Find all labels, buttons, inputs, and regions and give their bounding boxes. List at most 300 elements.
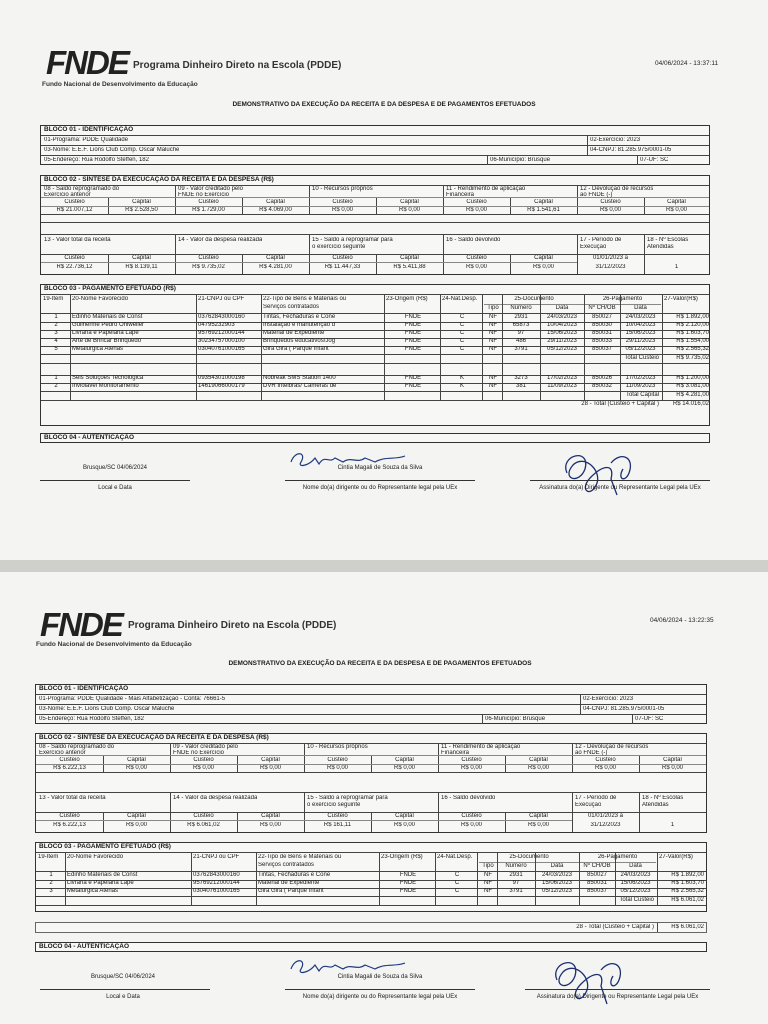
value-cell: R$ 0,00 <box>465 264 487 270</box>
bloco-01 <box>40 125 710 165</box>
label-escolas: 18 - Nº Escolas <box>647 237 689 243</box>
row-cell: 03040761000165 <box>193 888 240 894</box>
col-capital: Capital <box>261 757 280 763</box>
label-devolucao: 12 - Devolução de recursos <box>575 744 649 750</box>
row-cell: 2931 <box>514 314 528 320</box>
row-cell: NF <box>489 383 497 389</box>
row-cell: 03040761000165 <box>198 346 245 352</box>
label-valor-creditado: 09 - Valor creditado pelo <box>173 744 238 750</box>
row-cell: 11/09/2023 <box>625 383 656 389</box>
value-cell: R$ 0,00 <box>532 264 554 270</box>
col-custeio: Custeio <box>198 199 219 205</box>
total-custeio-value: R$ 9.735,02 <box>676 355 709 361</box>
total-capital-label: Total Capital <box>625 392 659 398</box>
row-cell: 2931 <box>509 872 523 878</box>
row-cell: Gira Gira ( Parque Infant <box>258 888 324 894</box>
row-cell: DVR Intelbras/ Câmeras de <box>263 383 337 389</box>
row-cell: FNDE <box>404 314 422 320</box>
row-cell: 3791 <box>509 888 523 894</box>
row-cell: 04795232903 <box>198 322 235 328</box>
label-periodo: 17 - Período de <box>580 237 622 243</box>
bloco-02-title: BLOCO 02 - SÍNTESE DA EXECUCAÇÃO DA RECEITA E DA DESPESA (R$) <box>39 734 269 741</box>
value-cell: R$ 6.061,02 <box>187 822 220 828</box>
row-cell: NF <box>484 888 492 894</box>
row-cell: 1 <box>54 314 58 320</box>
label-rendimento: 11 - Rendimento de aplicação <box>446 186 526 192</box>
row-cell: 05/12/2023 <box>546 346 578 352</box>
value-cell: R$ 22.736,12 <box>56 264 93 270</box>
label-saldo-reprogramado: 08 - Saldo reprogramado do <box>39 744 115 750</box>
col-capital: Capital <box>529 813 548 819</box>
row-cell: 29/11/2023 <box>547 338 577 344</box>
header-favorecido: 20-Nome Favorecido <box>67 854 124 860</box>
row-cell: R$ 2.120,00 <box>676 322 709 328</box>
value-cell: R$ 0,00 <box>465 207 487 213</box>
row-cell: Material de Expediente <box>263 330 325 336</box>
col-capital: Capital <box>127 757 146 763</box>
col-custeio: Custeio <box>327 757 348 763</box>
total-geral-value: R$ 14.016,02 <box>672 401 709 407</box>
col-custeio: Custeio <box>332 255 353 261</box>
col-custeio: Custeio <box>59 813 80 819</box>
header-pag-data: Data <box>629 863 642 869</box>
label-total-receita: 13 - Valor total da receita <box>39 795 106 801</box>
row-cell: NF <box>489 330 497 336</box>
header-doc-tipo: Tipo <box>482 863 494 869</box>
row-cell: R$ 1.200,00 <box>676 375 709 381</box>
row-cell: FNDE <box>404 330 422 336</box>
row-cell: 3 <box>54 330 58 336</box>
programa-field: 01-Programa: PDDE Qualidade - Mais Alfabetização - Conta: 76661-5 <box>39 696 226 702</box>
header-origem: 23-Origem (R$) <box>381 854 423 860</box>
row-cell: FNDE <box>404 383 422 389</box>
row-cell: Guilherme Pedro Ohlweiler <box>72 322 145 328</box>
label-execucao: Execução <box>580 244 607 250</box>
bloco-03 <box>35 842 707 912</box>
col-capital: Capital <box>266 255 285 261</box>
col-capital: Capital <box>667 199 686 205</box>
row-cell: 10/04/2023 <box>546 322 578 328</box>
bloco-02 <box>40 175 710 275</box>
col-capital: Capital <box>663 757 682 763</box>
label-atendidas: Atendidas <box>647 244 674 250</box>
header-origem: 23-Origem (R$) <box>386 296 428 302</box>
assinatura-label: Assinatura do(a) Dirigente ou Representante Legal pela UEx <box>536 994 699 1000</box>
program-name: Programa Dinheiro Direto na Escola (PDDE) <box>128 620 337 631</box>
row-cell: R$ 1.603,70 <box>671 880 704 886</box>
row-cell: Livraria e Papelaria Lape <box>72 330 139 336</box>
value-cell: R$ 1.729,00 <box>192 207 225 213</box>
row-cell: 2 <box>49 880 53 886</box>
row-cell: Tintas, Fechaduras e Cone <box>263 314 336 320</box>
label-recursos-proprios: 10 - Recursos próprios <box>307 744 368 750</box>
col-custeio: Custeio <box>59 757 80 763</box>
nome-dirigente-label: Nome do(a) dirigente ou do Representante legal pela UEx <box>302 485 458 491</box>
bloco-03-title: BLOCO 03 - PAGAMENTO EFETUADO (R$) <box>39 843 171 850</box>
row-cell: 95769212000144 <box>198 330 245 336</box>
label-exercicio-anterior: Exercício anterior <box>44 192 91 198</box>
col-capital: Capital <box>400 199 419 205</box>
value-cell: R$ 0,00 <box>259 822 281 828</box>
row-cell: FNDE <box>399 888 417 894</box>
fnde-logo: FNDE <box>46 44 128 81</box>
header-doc-tipo: Tipo <box>487 305 499 311</box>
nome-field: 03-Nome: E.E.F. Lions Club Comp. Oscar Maluche <box>44 147 180 153</box>
row-cell: NF <box>489 314 497 320</box>
row-cell: 95769212000144 <box>193 880 240 886</box>
row-cell: 09354301000198 <box>198 375 245 381</box>
col-custeio: Custeio <box>64 199 85 205</box>
label-saldo-reprogramado: 08 - Saldo reprogramado do <box>44 186 120 192</box>
col-capital: Capital <box>132 255 151 261</box>
row-cell: 850032 <box>591 383 613 389</box>
row-cell: Arte de Brincar Brinquedo <box>72 338 142 344</box>
row-cell: 5 <box>54 346 58 352</box>
col-custeio: Custeio <box>466 255 487 261</box>
row-cell: NF <box>489 338 497 344</box>
program-name: Programa Dinheiro Direto na Escola (PDDE) <box>133 60 342 71</box>
value-cell: R$ 4.069,00 <box>259 207 292 213</box>
row-cell: 850027 <box>586 872 608 878</box>
exercicio-field: 02-Exercício: 2023 <box>590 137 641 143</box>
value-cell: R$ 0,00 <box>527 765 549 771</box>
header-doc-numero: Número <box>505 863 527 869</box>
row-cell: 24/03/2023 <box>625 314 656 320</box>
total-geral-label: 28 - Total (Custeio + Capital ) <box>581 401 659 407</box>
col-capital: Capital <box>534 255 553 261</box>
row-cell: 03762843000160 <box>193 872 240 878</box>
row-cell: R$ 1.892,00 <box>671 872 704 878</box>
col-capital: Capital <box>132 199 151 205</box>
row-cell: 15/06/2023 <box>620 880 651 886</box>
row-cell: 486 <box>515 338 526 344</box>
header-doc-data: Data <box>550 863 564 869</box>
value-cell: R$ 0,00 <box>192 765 214 771</box>
label-saldo-devolvido: 16 - Saldo devolvido <box>446 237 501 243</box>
periodo-fim: 31/12/2023 <box>590 822 621 828</box>
row-cell: 3791 <box>514 346 528 352</box>
header-pagamento: 26-Pagamento <box>597 854 638 860</box>
col-capital: Capital <box>395 813 414 819</box>
row-cell: 05/12/2023 <box>541 888 573 894</box>
label-ao-fnde: ao FNDE (-) <box>580 192 613 198</box>
value-cell: R$ 0,00 <box>125 822 147 828</box>
header-favorecido: 20-Nome Favorecido <box>72 296 129 302</box>
uf-field: 07-UF: SC <box>640 157 669 163</box>
label-financeira: Financeira <box>446 192 475 198</box>
print-timestamp: 04/06/2024 - 13:37:11 <box>655 60 719 67</box>
local-data-label: Local e Data <box>98 485 132 491</box>
col-custeio: Custeio <box>327 813 348 819</box>
label-execucao: Execução <box>575 802 602 808</box>
value-cell: R$ 0,00 <box>599 207 621 213</box>
header-nat-desp: 24-Nat.Desp. <box>437 854 473 860</box>
col-custeio: Custeio <box>198 255 219 261</box>
header-pagamento: 26-Pagamento <box>602 296 643 302</box>
escolas-atendidas: 1 <box>670 822 675 828</box>
label-valor-creditado: 09 - Valor creditado pelo <box>178 186 243 192</box>
value-cell: R$ 0,00 <box>527 822 549 828</box>
row-cell: 850030 <box>591 322 613 328</box>
fnde-logo: FNDE <box>40 606 122 643</box>
col-custeio: Custeio <box>600 199 621 205</box>
row-cell: 10/04/2023 <box>625 322 656 328</box>
row-cell: Edinho Materiais de Const <box>72 314 143 320</box>
header-doc-data: Data <box>555 305 569 311</box>
row-cell: 17/02/2023 <box>546 375 578 381</box>
value-cell: R$ 9.735,02 <box>192 264 225 270</box>
row-cell: Inviolável Monitoramento <box>72 383 139 389</box>
programa-field: 01-Programa: PDDE Qualidade <box>44 137 129 143</box>
col-capital: Capital <box>395 757 414 763</box>
row-cell: C <box>459 330 465 336</box>
col-capital: Capital <box>400 255 419 261</box>
row-cell: R$ 3.081,00 <box>676 383 709 389</box>
row-cell: 05/12/2023 <box>620 888 651 894</box>
row-cell: 2 <box>54 322 58 328</box>
row-cell: NF <box>489 346 497 352</box>
endereco-field: 05-Endereço: Rua Rodolfo Steffen, 182 <box>44 157 149 163</box>
row-cell: 17/02/2023 <box>625 375 656 381</box>
header-cnpj: 21-CNPJ ou CPF <box>198 296 245 302</box>
row-cell: 850027 <box>591 314 613 320</box>
row-cell: R$ 2.565,32 <box>671 888 704 894</box>
header-tipo-bens: 22-Tipo de Bens e Materiais ou <box>258 854 342 860</box>
value-cell: R$ 0,00 <box>326 765 348 771</box>
row-cell: Livraria e Papelaria Lape <box>67 880 134 886</box>
row-cell: FNDE <box>404 322 422 328</box>
uf-field: 07-UF: SC <box>635 716 664 722</box>
col-capital: Capital <box>266 199 285 205</box>
value-cell: R$ 0,00 <box>665 207 687 213</box>
row-cell: R$ 1.892,00 <box>676 314 709 320</box>
header-doc-numero: Número <box>510 305 532 311</box>
label-fnde-exercicio: FNDE no Exercício <box>178 192 230 198</box>
value-cell: R$ 0,00 <box>594 765 616 771</box>
row-cell: C <box>459 322 465 328</box>
row-cell: 15/06/2023 <box>546 330 578 336</box>
col-capital: Capital <box>534 199 553 205</box>
value-cell: R$ 0,00 <box>460 822 482 828</box>
col-custeio: Custeio <box>193 757 214 763</box>
row-cell: Gira Gira ( Parque Infant <box>263 346 329 352</box>
row-cell: 03762843000160 <box>198 314 245 320</box>
fund-name: Fundo Nacional de Desenvolvimento da Educação <box>36 641 192 648</box>
label-periodo: 17 - Período de <box>575 795 617 801</box>
value-cell: R$ 0,00 <box>460 765 482 771</box>
header-servicos: Serviços contratados <box>258 862 315 868</box>
row-cell: FNDE <box>399 872 417 878</box>
col-custeio: Custeio <box>595 757 616 763</box>
row-cell: 11/09/2023 <box>547 383 577 389</box>
header-tipo-bens: 22-Tipo de Bens e Materiais ou <box>263 296 347 302</box>
bloco-04 <box>40 433 710 443</box>
dirigente-signature-mark <box>545 950 645 1010</box>
row-cell: NF <box>489 322 497 328</box>
total-custeio-value: R$ 6.061,02 <box>671 897 704 903</box>
nome-field: 03-Nome: E.E.F. Lions Club Comp. Oscar Maluche <box>39 706 175 712</box>
bloco-02-title: BLOCO 02 - SÍNTESE DA EXECUCAÇÃO DA RECEITA E DA DESPESA (R$) <box>44 176 274 183</box>
row-cell: NF <box>484 880 492 886</box>
label-atendidas: Atendidas <box>642 802 669 808</box>
value-cell: R$ 6.222,13 <box>53 765 86 771</box>
row-cell: Instalação e manutenção d <box>263 322 336 328</box>
value-cell: R$ 161,11 <box>323 822 352 828</box>
value-cell: R$ 0,00 <box>259 765 281 771</box>
header-documento: 25-Documento <box>509 854 549 860</box>
label-despesa-realizada: 14 - Valor da despesa realizada <box>178 237 263 243</box>
row-cell: C <box>459 346 465 352</box>
row-cell: K <box>459 375 464 381</box>
col-custeio: Custeio <box>461 813 482 819</box>
header-cnpj: 21-CNPJ ou CPF <box>193 854 240 860</box>
label-saldo-reprogramar: 15 - Saldo a reprogramar para <box>307 795 388 801</box>
value-cell: R$ 0,00 <box>393 822 415 828</box>
local-data-label: Local e Data <box>106 994 140 1000</box>
value-cell: R$ 4.281,00 <box>259 264 292 270</box>
row-cell: C <box>454 872 460 878</box>
col-custeio: Custeio <box>64 255 85 261</box>
row-cell: 97 <box>512 880 520 886</box>
header-nat-desp: 24-Nat.Desp. <box>442 296 478 302</box>
header-servicos: Serviços contratados <box>263 304 320 310</box>
endereco-field: 05-Endereço: Rua Rodolfo Steffen, 182 <box>39 716 144 722</box>
municipio-field: 06-Município: Brusque <box>490 157 551 163</box>
row-cell: NF <box>489 375 497 381</box>
label-escolas: 18 - Nº Escolas <box>642 795 684 801</box>
row-cell: 1 <box>49 872 53 878</box>
row-cell: 24/03/2023 <box>546 314 578 320</box>
dirigente-signature-mark <box>555 443 655 501</box>
row-cell: 850037 <box>586 888 608 894</box>
row-cell: C <box>459 338 465 344</box>
bloco-03-title: BLOCO 03 - PAGAMENTO EFETUADO (R$) <box>44 285 176 292</box>
bloco-01-title: BLOCO 01 - IDENTIFICAÇÃO <box>39 685 129 692</box>
escolas-atendidas: 1 <box>674 264 679 270</box>
row-cell: 65873 <box>512 322 530 328</box>
row-cell: C <box>454 880 460 886</box>
header-item: 19-Item <box>43 296 64 302</box>
row-cell: K <box>459 383 464 389</box>
label-saldo-devolvido: 16 - Saldo devolvido <box>441 795 496 801</box>
label-ao-fnde: ao FNDE (-) <box>575 750 608 756</box>
label-rendimento: 11 - Rendimento de aplicação <box>441 744 521 750</box>
row-cell: Brinquedos educativos/Jog <box>263 338 336 344</box>
col-capital: Capital <box>261 813 280 819</box>
row-cell: 15/06/2023 <box>625 330 656 336</box>
total-capital-value: R$ 4.281,00 <box>676 392 709 398</box>
value-cell: R$ 21.007,12 <box>56 207 93 213</box>
row-cell: 850033 <box>591 338 613 344</box>
dirigente-name: Cintia Magali de Souza da Silva <box>337 974 423 980</box>
municipio-field: 06-Município: Brusque <box>485 716 546 722</box>
row-cell: 14619066000179 <box>198 383 245 389</box>
row-cell: R$ 1.603,70 <box>676 330 709 336</box>
value-cell: R$ 0,00 <box>331 207 353 213</box>
value-cell: R$ 8.139,11 <box>125 264 158 270</box>
value-cell: R$ 1.541,61 <box>527 207 560 213</box>
value-cell: R$ 0,00 <box>661 765 683 771</box>
nome-dirigente-label: Nome do(a) dirigente ou do Representante legal pela UEx <box>302 994 458 1000</box>
row-cell: Edinho Materiais de Const <box>67 872 138 878</box>
dirigente-name: Cintia Magali de Souza da Silva <box>337 465 423 471</box>
row-cell: 97 <box>517 330 525 336</box>
bloco-03 <box>40 284 710 426</box>
row-cell: 30234757000100 <box>198 338 245 344</box>
document-title: DEMONSTRATIVO DA EXECUÇÃO DA RECEITA E DA DESPESA E DE PAGAMENTOS EFETUADOS <box>232 101 536 108</box>
label-saldo-reprogramar: 15 - Saldo a reprogramar para <box>312 237 393 243</box>
value-cell: R$ 0,00 <box>125 765 147 771</box>
row-cell: 05/12/2023 <box>625 346 656 352</box>
exercicio-field: 02-Exercício: 2023 <box>583 696 634 702</box>
row-cell: NF <box>484 872 492 878</box>
print-timestamp: 04/06/2024 - 13:22:35 <box>650 617 714 624</box>
row-cell: 3 <box>49 888 53 894</box>
row-cell: FNDE <box>404 346 422 352</box>
assinatura-label: Assinatura do(a) Dirigente ou Representante Legal pela UEx <box>539 485 701 491</box>
row-cell: Nobreak SMS Station 1400 <box>263 375 336 381</box>
label-despesa-realizada: 14 - Valor da despesa realizada <box>173 795 258 801</box>
total-geral-row <box>35 922 707 933</box>
total-geral-label: 28 - Total (Custeio + Capital ) <box>576 924 654 930</box>
col-capital: Capital <box>127 813 146 819</box>
row-cell: R$ 2.565,32 <box>676 346 709 352</box>
row-cell: C <box>454 888 460 894</box>
value-cell: R$ 11.447,33 <box>324 264 361 270</box>
row-cell: C <box>459 314 465 320</box>
bloco-01-title: BLOCO 01 - IDENTIFICAÇÃO <box>44 126 134 133</box>
document-page-2 <box>0 572 768 1024</box>
row-cell: Metalúrgica Atenas <box>67 888 119 894</box>
row-cell: FNDE <box>399 880 417 886</box>
row-cell: R$ 1.554,00 <box>676 338 709 344</box>
label-devolucao: 12 - Devolução de recursos <box>580 186 654 192</box>
row-cell: Metalúrgica Atenas <box>72 346 124 352</box>
periodo-fim: 31/12/2023 <box>595 264 626 270</box>
row-cell: 29/11/2023 <box>625 338 656 344</box>
label-exercicio-seguinte: o exercício seguinte <box>312 244 366 250</box>
label-exercicio-anterior: Exercício anterior <box>39 750 86 756</box>
col-custeio: Custeio <box>461 757 482 763</box>
label-fnde-exercicio: FNDE no Exercício <box>173 750 225 756</box>
label-financeira: Financeira <box>441 750 470 756</box>
value-cell: R$ 2.528,50 <box>125 207 158 213</box>
fund-name: Fundo Nacional de Desenvolvimento da Educação <box>42 81 198 88</box>
header-valor: 27-Valor(R$) <box>664 296 698 302</box>
value-cell: R$ 0,00 <box>398 207 420 213</box>
cnpj-field: 04-CNPJ: 81.285.975/0001-05 <box>590 147 672 153</box>
col-custeio: Custeio <box>332 199 353 205</box>
total-geral-value: R$ 6.061,02 <box>671 924 704 930</box>
cnpj-field: 04-CNPJ: 81.285.975/0001-05 <box>583 706 665 712</box>
total-custeio-label: Total Custeio <box>624 355 659 361</box>
value-cell: R$ 5.411,88 <box>393 264 426 270</box>
row-cell: 24/03/2023 <box>541 872 573 878</box>
row-cell: 850026 <box>591 375 613 381</box>
bloco-04-title: BLOCO 04 - AUTENTICAÇÃO <box>44 434 135 441</box>
row-cell: 850031 <box>586 880 608 886</box>
label-total-receita: 13 - Valor total da receita <box>44 237 111 243</box>
row-cell: 850037 <box>591 346 613 352</box>
bloco-04-title: BLOCO 04 - AUTENTICAÇÃO <box>39 943 130 950</box>
header-pag-data: Data <box>634 305 647 311</box>
local-data-value: Brusque/SC 04/06/2024 <box>90 974 156 980</box>
row-cell: 2 <box>54 383 58 389</box>
row-cell: Seis Soluções Tecnológica <box>72 375 144 381</box>
value-cell: R$ 0,00 <box>393 765 415 771</box>
row-cell: Material de Expediente <box>258 880 320 886</box>
row-cell: 3273 <box>514 375 528 381</box>
